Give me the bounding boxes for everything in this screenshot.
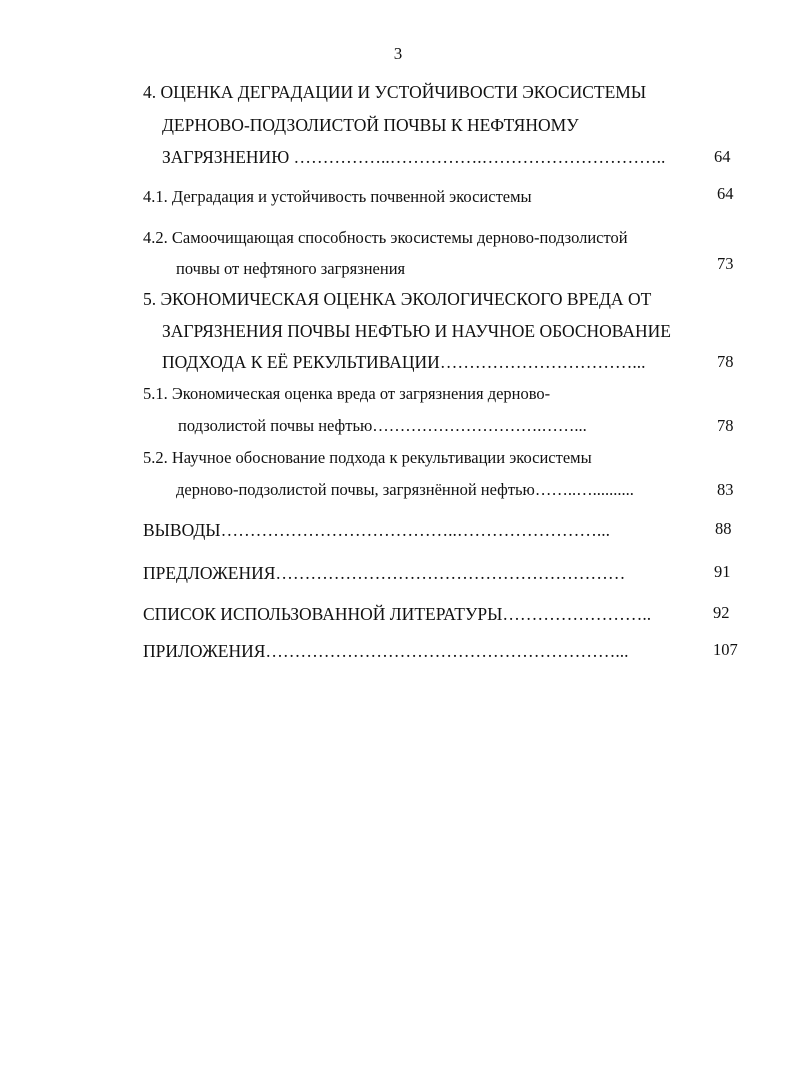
toc-section-4-2-line-2: почвы от нефтяного загрязнения: [176, 259, 406, 278]
toc-references: СПИСОК ИСПОЛЬЗОВАННОЙ ЛИТЕРАТУРЫ……………………..: [143, 604, 652, 624]
toc-section-5-line-2: ЗАГРЯЗНЕНИЯ ПОЧВЫ НЕФТЬЮ И НАУЧНОЕ ОБОСНОВАНИЕ: [162, 321, 671, 341]
toc-conclusions-page: 88: [715, 519, 732, 538]
toc-proposals-page: 91: [714, 562, 731, 581]
toc-section-4-line-3: ЗАГРЯЗНЕНИЮ ……………..…………….…………………………..: [162, 147, 666, 167]
toc-section-5-2-line-2: дерново-подзолистой почвы, загрязнённой нефтью……..…..........: [176, 480, 634, 499]
toc-section-4-page: 64: [714, 147, 731, 166]
toc-references-page: 92: [713, 603, 730, 622]
toc-section-4-2-line-1: 4.2. Самоочищающая способность экосистемы дерново-подзолистой: [143, 228, 628, 247]
toc-conclusions: ВЫВОДЫ…………………………………..……………………...: [143, 520, 610, 540]
toc-section-4-1: 4.1. Деградация и устойчивость почвенной экосистемы: [143, 187, 532, 206]
toc-section-5-1-page: 78: [717, 416, 734, 435]
toc-section-5-2-line-1: 5.2. Научное обоснование подхода к рекультивации экосистемы: [143, 448, 592, 467]
toc-section-5-1-line-1: 5.1. Экономическая оценка вреда от загрязнения дерново-: [143, 384, 551, 403]
toc-appendices-page: 107: [713, 640, 738, 659]
toc-section-5-2-page: 83: [717, 480, 734, 499]
toc-appendices: ПРИЛОЖЕНИЯ……………………………………………………...: [143, 641, 629, 661]
page-number: 3: [393, 44, 403, 63]
toc-section-5-line-3: ПОДХОДА К ЕЁ РЕКУЛЬТИВАЦИИ……………………………...: [162, 352, 646, 372]
toc-proposals: ПРЕДЛОЖЕНИЯ……………………………………………………: [143, 563, 626, 583]
toc-section-4-2-page: 73: [717, 254, 734, 273]
toc-section-5-line-1: 5. ЭКОНОМИЧЕСКАЯ ОЦЕНКА ЭКОЛОГИЧЕСКОГО ВРЕДА ОТ: [143, 289, 652, 309]
toc-section-4-line-1: 4. ОЦЕНКА ДЕГРАДАЦИИ И УСТОЙЧИВОСТИ ЭКОСИСТЕМЫ: [143, 82, 647, 102]
toc-section-5-page: 78: [717, 352, 734, 371]
toc-section-4-1-page: 64: [717, 184, 734, 203]
toc-section-4-line-2: ДЕРНОВО-ПОДЗОЛИСТОЙ ПОЧВЫ К НЕФТЯНОМУ: [162, 115, 579, 135]
toc-section-5-1-line-2: подзолистой почвы нефтью………………………….……...: [178, 416, 587, 435]
